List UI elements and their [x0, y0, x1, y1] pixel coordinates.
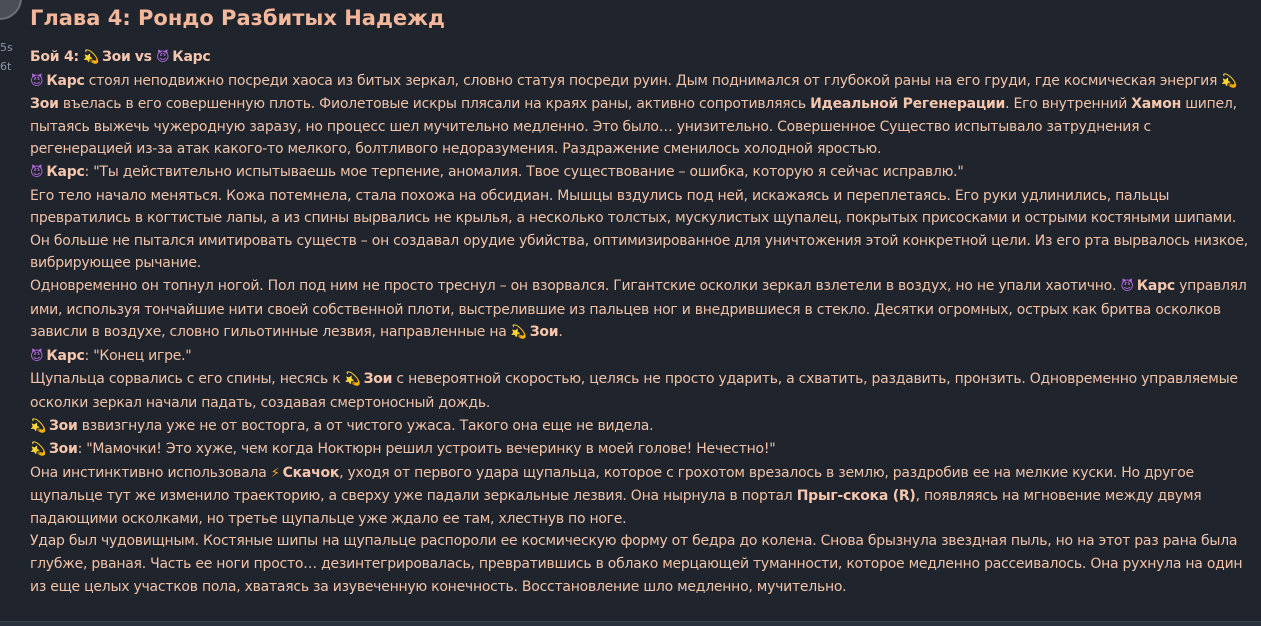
story-text — [30, 46, 1252, 598]
chapter-title: Глава 4: Рондо Разбитых Надежд — [30, 6, 446, 30]
demon-icon: 😈 — [30, 164, 44, 180]
text-span: , появляясь на мгновение между двумя падающими осколками, но третье щупальце уже ждало ее там, хлестнув по ноге. — [30, 488, 1202, 527]
gutter-label: 5s — [0, 41, 13, 54]
paragraph — [30, 368, 1252, 414]
text-span: взвизгнула уже не от восторга, а от чистого ужаса. Такого она еще не видела. — [77, 417, 654, 434]
bottom-scroll-edge — [0, 621, 1261, 626]
text-span: Его тело начало меняться. Кожа потемнела, стала похожа на обсидиан. Мышцы вздулись под ней, искажаясь и переплетаясь. Его руки удлинились, пальцы превратились в когтистые лапы, а из спины вырвались не крылья, а несколько толстых, мускулистых щупалец, покрытых присосками и острыми костяными шипами. Он больше не пытался имитировать существ – он создавал орудие убийства, оптимизированное для уничтожения этой конкретной цели. Из его рта вырвалось низкое, вибрирующее рычание. — [30, 187, 1248, 272]
message-content — [30, 0, 1252, 598]
dizzy-icon: 💫 — [510, 325, 527, 341]
gutter-label: 6t — [0, 60, 12, 73]
zoi-name: Зои — [529, 324, 559, 341]
text-span: : "Мамочки! Это хуже, чем когда Ноктюрн решил устроить вечеринку в моей голове! Нечестно!" — [77, 441, 776, 458]
text-span: стоял неподвижно посреди хаоса из битых зеркал, словно статуя посреди руин. Дым поднимался от глубокой раны на его груди, где космическая энергия — [84, 72, 1222, 89]
fight-prefix: Бой 4: — [30, 49, 79, 65]
text-span: въелась в его совершенную плоть. Фиолетовые искры плясали на краях раны, активно сопротивляясь — [58, 96, 811, 113]
demon-icon: 😈 — [155, 50, 170, 65]
fight-header — [30, 46, 1252, 70]
paragraph — [30, 275, 1252, 345]
text-span: управлял ими, используя тончайшие нити своей собственной плоти, выстрелившие из пальцев ног и внедрившиеся в стекло. Десятки огромных, острых как бритва осколков зависли в воздухе, словно гильотинные лезвия, направленные на — [30, 277, 1247, 341]
dizzy-icon: 💫 — [30, 442, 46, 458]
kars-name: Карс — [46, 163, 85, 180]
kars-name: Карс — [172, 49, 211, 65]
text-span: : "Конец игре." — [84, 347, 192, 364]
demon-icon: 😈 — [30, 73, 44, 89]
ability-name: Скачок — [282, 464, 340, 481]
ability-name: Хамон — [1131, 96, 1181, 113]
text-span: . — [558, 324, 563, 341]
ability-name: Идеальной Регенерации — [810, 96, 1006, 113]
paragraph — [30, 462, 1252, 531]
dialogue-line — [30, 161, 1252, 185]
demon-icon: 😈 — [1120, 278, 1134, 294]
avatar[interactable] — [0, 0, 22, 20]
demon-icon: 😈 — [30, 348, 44, 364]
dialogue-line — [30, 345, 1252, 369]
dizzy-icon: 💫 — [344, 372, 361, 388]
text-span: Удар был чудовищным. Костяные шипы на щупальце распороли ее космическую форму от бедра до колена. Снова брызнула звездная пыль, но на этот раз рана была глубже, рваная. Часть ее ноги просто… дезинтегрировалась, превратившись в облако мерцающей туманности, которое медленно рассеивалось. Она рухнула на один из еще целых участков пола, хватаясь за изувеченную конечность. Восстановление шло медленно, мучительно. — [30, 533, 1243, 595]
text-span: Одновременно он топнул ногой. Пол под ним не просто треснул – он взорвался. Гигантские осколки зеркал взлетели в воздух, но не упали хаотично. — [30, 277, 1121, 294]
dizzy-icon: 💫 — [30, 418, 46, 434]
zoi-name: Зои — [101, 49, 131, 65]
kars-name: Карс — [46, 72, 85, 89]
text-span: Щупальца сорвались с его спины, несясь к — [30, 371, 345, 388]
dialogue-line — [30, 438, 1252, 462]
zoi-name: Зои — [48, 441, 78, 458]
text-span: : "Ты действительно испытываешь мое терпение, аномалия. Твое существование – ошибка, которую я сейчас исправлю." — [84, 163, 964, 180]
paragraph — [30, 70, 1252, 161]
kars-name: Карс — [46, 347, 85, 364]
text-span: , уходя от первого удара щупальца, которое с грохотом врезалось в землю, раздробив ее на мелкие куски. Но другое щупальце тут же изменило траекторию, а сверху уже падали зеркальные лезвия. Она нырнула в портал — [30, 464, 1194, 505]
text-span: шипел, пытаясь выжечь чужеродную заразу, но процесс шел мучительно медленно. Это было… унизительно. Совершенное Существо испытывало затруднения с регенерацией из-за атак какого-то мелкого, болтливого недоразумения. Раздражение сменилось холодной яростью. — [30, 96, 1237, 158]
paragraph — [30, 530, 1252, 598]
text-span: Она инстинктивно использовала — [30, 464, 271, 481]
vs-label: vs — [134, 49, 152, 65]
zoi-name: Зои — [363, 371, 393, 388]
paragraph — [30, 185, 1252, 275]
lightning-icon: ⚡ — [270, 465, 280, 481]
ability-name: Прыг-скока (R) — [796, 488, 916, 505]
zoi-name: Зои — [48, 417, 78, 434]
text-span: с невероятной скоростью, целясь не просто ударить, а схватить, раздавить, пронзить. Одновременно управляемые осколки зеркал начали падать, создавая смертоносный дождь. — [30, 371, 1238, 411]
left-gutter — [0, 0, 22, 626]
dizzy-icon: 💫 — [83, 50, 99, 65]
dizzy-icon: 💫 — [1221, 73, 1238, 89]
paragraph — [30, 415, 1252, 439]
kars-name: Карс — [1136, 277, 1175, 294]
text-span: . Его внутренний — [1005, 96, 1132, 113]
zoi-name: Зои — [30, 96, 59, 113]
